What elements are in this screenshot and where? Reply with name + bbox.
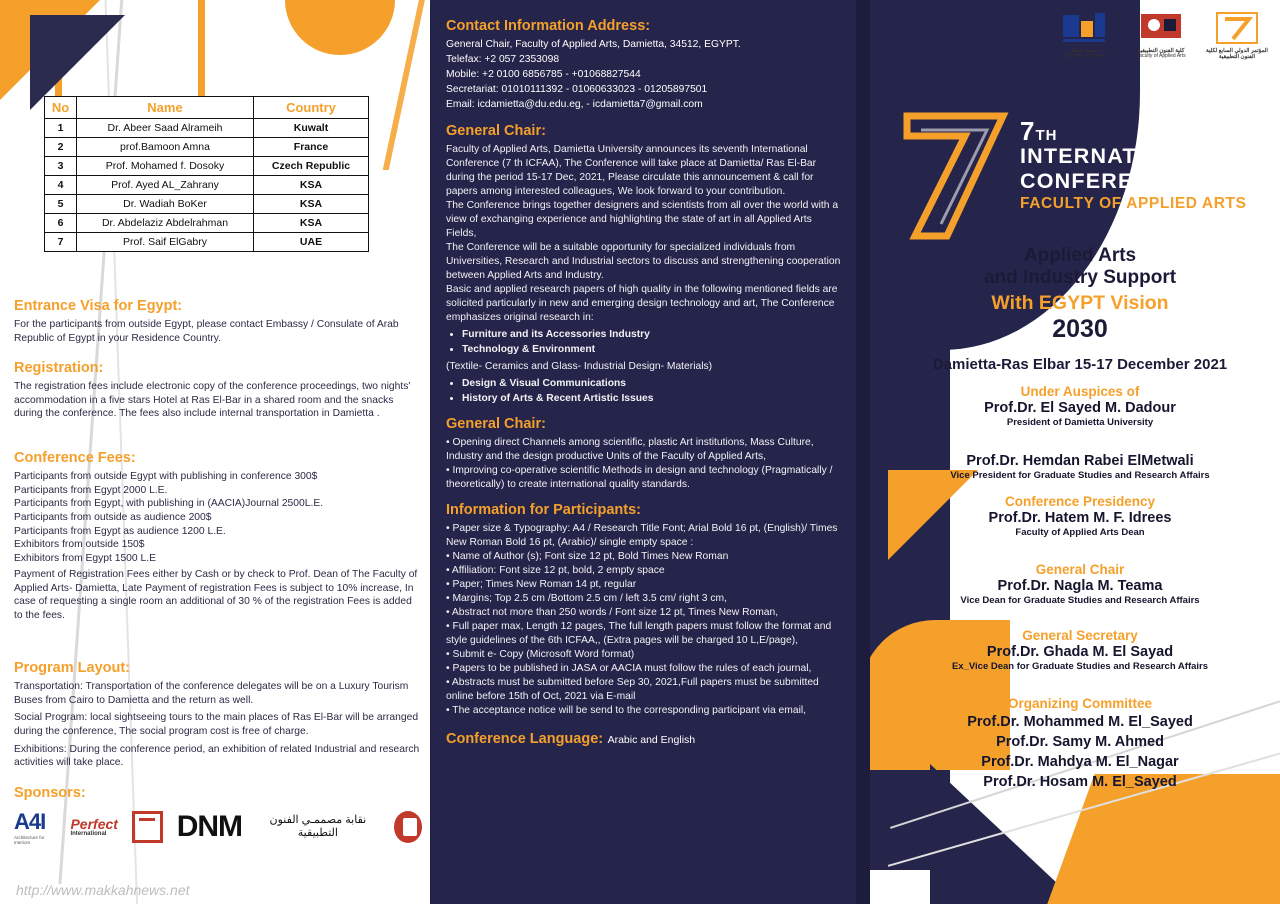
participant-bullet: • Full paper max, Length 12 pages, The full length papers must follow the format and style guidelines of the 6th ICFAA,, (Extra pages will be charged 10 L,E/page),	[446, 620, 832, 646]
conference-title-line2: CONFERENCE OF	[1020, 168, 1222, 193]
cell-country: UAE	[254, 233, 369, 252]
goal-bullet-text: Improving co-operative scientific Methods in design and technology (Pragmatically / theoretically) to create international quality standards.	[446, 464, 833, 490]
participant-bullet-text: Papers to be published in JASA or AACIA must follow the rules of each journal,	[452, 662, 812, 674]
table-header-country: Country	[254, 97, 369, 119]
dnm-logo: DNM	[176, 810, 243, 843]
fee-line: Exhibitors from Egypt 1500 L.E	[14, 553, 156, 565]
general-chair-info-title: General Chair:	[446, 122, 546, 139]
table-row	[45, 233, 369, 252]
participant-bullet: • Paper size & Typography: A4 / Research Title Font; Arial Bold 16 pt, (English)/ Times New Roman Bold 16 pt, (Arabic)/ single empty space :	[446, 522, 838, 548]
cell-country: KSA	[254, 214, 369, 233]
table-row	[45, 119, 369, 138]
a4i-logo-label: A4I	[14, 809, 46, 834]
contact-line: Telefax: +2 057 2353098	[446, 53, 560, 65]
vice-president-block	[880, 452, 1280, 481]
participants-info-title: Information for Participants:	[446, 501, 641, 518]
organizing-committee-member: Prof.Dr. Mahdya M. El_Nagar	[981, 754, 1179, 771]
program-layout-section	[14, 660, 422, 770]
research-field-item: • Technology & Environment	[462, 343, 844, 357]
program-layout-title: Program Layout:	[14, 660, 131, 676]
damietta-university-caption-en: Damietta University	[1063, 53, 1107, 60]
program-line: Transportation: Transportation of the conference delegates will be on a Luxury Tourism Buses from Cairo to Damietta and the return as well.	[14, 681, 409, 706]
conference-presidency-name: Prof.Dr. Hatem M. F. Idrees	[988, 510, 1172, 526]
left-column	[0, 0, 430, 904]
fee-line: Exhibitors from outside 150$	[14, 539, 145, 551]
participant-bullet: • Paper; Times New Roman 14 pt, regular	[446, 578, 637, 590]
contact-line: Mobile: +2 0100 6856785 - +01068827544	[446, 68, 641, 80]
conference-dates: Damietta-Ras Elbar 15-17 December 2021	[932, 356, 1228, 373]
organizing-committee-member: Prof.Dr. Samy M. Ahmed	[996, 734, 1164, 751]
participant-bullet: • Abstract not more than 250 words / Font size 12 pt, Times New Roman,	[446, 606, 779, 618]
general-secretary-head: General Secretary	[1022, 628, 1138, 643]
research-fields-list-2	[462, 377, 844, 406]
participants-table	[44, 96, 369, 252]
center-column	[430, 0, 860, 904]
cell-name: prof.Bamoon Amna	[77, 138, 254, 157]
participant-bullet: • Name of Author (s); Font size 12 pt, Bold Times New Roman	[446, 550, 729, 562]
under-auspices-name: Prof.Dr. El Sayed M. Dadour	[984, 400, 1176, 416]
organizing-committee-head: Organizing Committee	[1007, 696, 1152, 711]
registration-body: The registration fees include electronic copy of the conference proceedings, two nights' accommodation in a five stars Hotel at Ras El-Bar in a shared room and the snacks during the conference. The fees also include internal transportation in Damietta .	[14, 381, 411, 420]
cell-no: 1	[45, 119, 77, 138]
watermark: http://www.makkahnews.net	[16, 882, 190, 898]
vice-president-name: Prof.Dr. Hemdan Rabei ElMetwali	[966, 453, 1194, 469]
faculty-logo-caption-ar: كلية الفنون التطبيقية	[1137, 48, 1185, 54]
general-chair-goals-title: General Chair:	[446, 415, 546, 432]
research-field-item: • History of Arts & Recent Artistic Issues	[462, 392, 844, 406]
perfect-international-logo	[70, 817, 117, 837]
fees-note: Payment of Registration Fees either by Cash or by check to Prof. Dean of The Faculty of Applied Arts- Damietta, Late Payment of registration Fees is subject to 10% increase, In case of requesting a single room an additional of 30 % of the registration Fees is added to the fees.	[14, 568, 418, 621]
table-header-row	[45, 97, 369, 119]
organizing-committee-member: Prof.Dr. Hosam M. El_Sayed	[983, 774, 1177, 791]
vice-president-role: Vice President for Graduate Studies and Research Affairs	[950, 470, 1210, 482]
conference-title-block	[900, 118, 1260, 213]
cell-name: Dr. Abeer Saad Alrameih	[77, 119, 254, 138]
entrance-visa-title: Entrance Visa for Egypt:	[14, 298, 183, 314]
cell-country: KSA	[254, 176, 369, 195]
cell-no: 6	[45, 214, 77, 233]
participant-bullet-text: Abstract not more than 250 words / Font size 12 pt, Times New Roman,	[451, 606, 779, 618]
organizing-committee-member: Prof.Dr. Mohammed M. El_Sayed	[967, 714, 1193, 730]
table-row	[45, 176, 369, 195]
cell-no: 2	[45, 138, 77, 157]
damietta-university-caption-ar: جامعة دمياط	[1070, 48, 1100, 54]
general-secretary-name: Prof.Dr. Ghada M. El Sayad	[986, 644, 1174, 660]
conference-presidency-role: Faculty of Applied Arts Dean	[1015, 527, 1145, 539]
organizing-committee-block	[880, 696, 1280, 792]
sponsors-title: Sponsors:	[14, 785, 86, 801]
goal-bullet: • Improving co-operative scientific Methods in design and technology (Pragmatically / theoretically) to create international quality standards.	[446, 464, 833, 490]
registration-section	[14, 360, 422, 421]
registration-title: Registration:	[14, 360, 104, 376]
general-chair-paragraph: The Conference brings together designers and scientists from all over the world with a view of exchanging experience and highlighting the state of art in all Applied Arts Fields,	[446, 199, 839, 239]
cell-name: Prof. Mohamed f. Dosoky	[77, 157, 254, 176]
title-seven: 7	[1020, 116, 1036, 146]
program-line: Exhibitions: During the conference period, an exhibition of related Industrial and research activities will take place.	[14, 743, 420, 769]
fee-line: Participants from Egypt, with publishing in (AACIA)Journal 2500L.E.	[14, 498, 324, 510]
cell-no: 3	[45, 157, 77, 176]
table-header-no: No	[45, 97, 77, 119]
red-circle-logo	[394, 811, 422, 843]
participant-bullet: • Papers to be published in JASA or AACIA must follow the rules of each journal,	[446, 662, 812, 674]
cell-name: Prof. Ayed AL_Zahrany	[77, 176, 254, 195]
participant-bullet-text: Name of Author (s); Font size 12 pt, Bold Times New Roman	[452, 550, 729, 562]
under-auspices-block	[880, 384, 1280, 428]
conference-presidency-block	[880, 494, 1280, 538]
table-row	[45, 214, 369, 233]
participant-bullet: • Abstracts must be submitted before Sep 30, 2021,Full papers must be submitted online before 15th of Oct, 2021 via E-mail	[446, 676, 819, 702]
participant-bullet-text: Affiliation: Font size 12 pt, bold, 2 empty space	[451, 564, 665, 576]
perfect-logo-caption: International	[70, 831, 107, 837]
contact-title: Contact Information Address:	[446, 18, 651, 34]
cell-no: 5	[45, 195, 77, 214]
conference-language-title: Conference Language:	[446, 730, 604, 747]
general-chair-paragraph: Basic and applied research papers of high quality in the following mentioned fields are solicited particularly in new and emerging design technology and art, The Conference emphasizes original research in:	[446, 283, 838, 323]
cell-name: Dr. Wadiah BoKer	[77, 195, 254, 214]
a4i-logo	[14, 809, 56, 845]
contact-line: General Chair, Faculty of Applied Arts, Damietta, 34512, EGYPT.	[446, 39, 741, 50]
research-fields-note: (Textile- Ceramics and Glass- Industrial Design- Materials)	[446, 360, 713, 372]
fee-line: Participants from outside Egypt with publishing in conference 300$	[14, 471, 318, 482]
fee-line: Participants from outside as audience 200$	[14, 512, 212, 524]
participant-bullet-text: Paper; Times New Roman 14 pt, regular	[452, 578, 637, 590]
faculty-logo-caption-en: Faculty of Applied Arts	[1136, 53, 1186, 60]
subtitle-vision-year: 2030	[1052, 314, 1108, 343]
research-field-item: • Design & Visual Communications	[462, 377, 844, 391]
contact-email-line[interactable]: Email: icdamietta@du.edu.eg, - icdamietta7@gmail.com	[446, 98, 703, 110]
table-row	[45, 195, 369, 214]
cell-country: KSA	[254, 195, 369, 214]
cell-name: Prof. Saif ElGabry	[77, 233, 254, 252]
cell-name: Dr. Abdelaziz Abdelrahman	[77, 214, 254, 233]
conference-logo-caption-ar: المؤتمر الدولي السابع لكلية الفنون التطبيقية	[1206, 48, 1268, 61]
table-row	[45, 157, 369, 176]
participant-bullet: • Submit e- Copy (Microsoft Word format)	[446, 648, 635, 660]
research-fields-list	[462, 328, 844, 357]
general-secretary-role: Ex_Vice Dean for Graduate Studies and Research Affairs	[951, 661, 1209, 673]
sponsors-section	[14, 785, 422, 845]
participant-bullet-text: Margins; Top 2.5 cm /Bottom 2.5 cm / left 3.5 cm/ right 3 cm,	[452, 592, 727, 604]
general-chair-block	[880, 562, 1280, 606]
general-chair-name: Prof.Dr. Nagla M. Teama	[997, 578, 1163, 594]
conference-subtitle-block	[880, 245, 1280, 344]
entrance-visa-body: For the participants from outside Egypt, please contact Embassy / Consulate of Arab Republic of Egypt in your Residence Country.	[14, 319, 399, 344]
subtitle-line3: With EGYPT Vision	[991, 291, 1169, 314]
conference-title-line3: FACULTY OF APPLIED ARTS	[1020, 195, 1247, 213]
participant-bullet: • Margins; Top 2.5 cm /Bottom 2.5 cm / left 3.5 cm/ right 3 cm,	[446, 592, 727, 604]
fee-line: Participants from Egypt as audience 1200 L.E.	[14, 525, 226, 537]
general-chair-role: Vice Dean for Graduate Studies and Research Affairs	[960, 595, 1200, 607]
goal-bullet: • Opening direct Channels among scientific, plastic Art institutions, Mass Culture, Industry and the design productive Units of the Faculty of Applied Arts,	[446, 436, 814, 462]
conference-title-line1: INTERNATIONAL	[1020, 144, 1210, 168]
cell-no: 4	[45, 176, 77, 195]
fee-line: Participants from Egypt 2000 L.E.	[14, 484, 168, 496]
applied-arts-syndicate-logo: نقابة مصممـي الفنون التطبيقية	[269, 814, 367, 839]
conference-title-ordinal	[1020, 118, 1260, 144]
under-auspices-role: President of Damietta University	[1006, 417, 1154, 429]
participant-bullet-text: Submit e- Copy (Microsoft Word format)	[452, 648, 635, 660]
right-column	[880, 0, 1280, 904]
sponsors-row	[14, 809, 422, 845]
red-square-logo	[132, 811, 163, 843]
table-row	[45, 138, 369, 157]
participant-bullet-text: The acceptance notice will be send to the corresponding participant via email,	[452, 704, 807, 716]
subtitle-line2: and Industry Support	[983, 266, 1177, 288]
title-th: TH	[1035, 127, 1058, 144]
general-secretary-block	[880, 628, 1280, 672]
contact-line: Secretariat: 01010111392 - 01060633023 - 01205897501	[446, 83, 708, 95]
general-chair-head: General Chair	[1035, 562, 1125, 577]
cell-country: Kuwalt	[254, 119, 369, 138]
conference-presidency-head: Conference Presidency	[1004, 494, 1156, 509]
perfect-logo-label: Perfect	[70, 816, 118, 832]
cell-country: France	[254, 138, 369, 157]
conference-fees-title: Conference Fees:	[14, 450, 136, 466]
program-line: Social Program: local sightseeing tours to the main places of Ras El-Bar will be arranged during the conference, The social program cost is free of charge.	[14, 712, 419, 738]
a4i-logo-caption: Architecture for Interiors	[14, 835, 45, 845]
conference-fees-section	[14, 450, 422, 623]
conference-language-row	[446, 730, 844, 748]
entrance-visa-section	[14, 298, 422, 345]
participant-bullet: • The acceptance notice will be send to the corresponding participant via email,	[446, 704, 807, 716]
cell-country: Czech Republic	[254, 157, 369, 176]
participant-bullet-text: Abstracts must be submitted before Sep 30, 2021,Full papers must be submitted online before 15th of Oct, 2021 via E-mail	[446, 676, 819, 702]
participant-bullet-text: Paper size & Typography: A4 / Research Title Font; Arial Bold 16 pt, (English)/ Times New Roman Bold 16 pt, (Arabic)/ single empty space :	[446, 522, 838, 548]
general-chair-paragraph: The Conference will be a suitable opportunity for specialized individuals from Universities, Research and Industrial sectors to discuss and strengthening cooperation between Applied Arts and Industry.	[446, 241, 841, 281]
goal-bullet-text: Opening direct Channels among scientific, plastic Art institutions, Mass Culture, Industry and the design productive Units of the Faculty of Applied Arts,	[446, 436, 814, 462]
participant-bullet: • Affiliation: Font size 12 pt, bold, 2 empty space	[446, 564, 665, 576]
participant-bullet-text: Full paper max, Length 12 pages, The full length papers must follow the format and style guidelines of the 6th ICFAA,, (Extra pages will be charged 10 L,E/page),	[446, 620, 832, 646]
general-chair-paragraph: Faculty of Applied Arts, Damietta University announces its seventh International Conference (7 th ICFAA), The Conference will take place at Damietta/ Ras El-Bar during the period 15-17 Dec, 2021, Please circulate this announcement & call for papers among interested colleagues, We look forward to your contribution.	[446, 143, 817, 197]
subtitle-line1: Applied Arts	[1023, 245, 1137, 266]
table-header-name: Name	[77, 97, 254, 119]
conference-language-value: Arabic and English	[607, 733, 696, 746]
research-field-item: • Furniture and its Accessories Industry	[462, 328, 844, 342]
under-auspices-head: Under Auspices of	[1020, 384, 1140, 399]
cell-no: 7	[45, 233, 77, 252]
